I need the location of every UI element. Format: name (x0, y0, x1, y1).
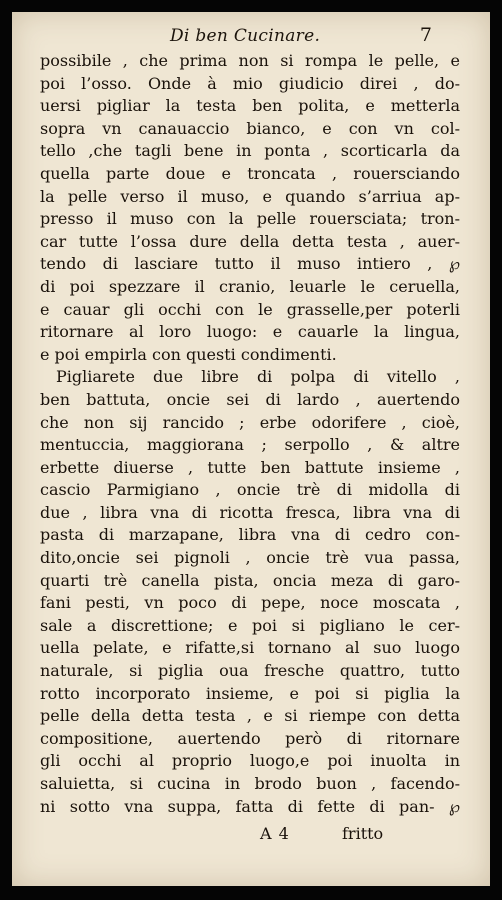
text-line: pasta di marzapane, libra vna di cedro con- (40, 525, 460, 545)
text-line: la pelle verso il muso, e quando s’arriua ap- (40, 186, 460, 206)
text-line: sale a discrettione; e poi si pigliano le cer- (40, 615, 460, 635)
text-line: e cauar gli occhi con le grasselle,per poterli (40, 299, 460, 319)
text-line: possibile , che prima non si rompa le pelle, e (40, 51, 460, 70)
text-line: quella parte doue e troncata , rouersciando (40, 163, 460, 183)
text-line: pelle della detta testa , e si riempe con detta (40, 706, 460, 726)
text-line: rotto incorporato insieme, e poi si piglia la (40, 683, 460, 703)
text-line: sopra vn canauaccio bianco, e con vn col- (40, 118, 460, 138)
text-line: ritornare al loro luogo: e cauarle la lingua, (40, 322, 460, 342)
text-line: ni sotto vna suppa, fatta di fette di pan- ℘ (40, 796, 460, 816)
page-number: 7 (419, 24, 432, 46)
text-line: tello ,che tagli bene in ponta , scorticarla da (40, 141, 460, 161)
text-line: gli occhi al proprio luogo,e poi inuolta in (40, 751, 460, 771)
book-page (12, 12, 490, 886)
signature-mark: A 4 (260, 824, 290, 843)
page-footer (12, 824, 490, 848)
text-line: poi l’osso. Onde à mio giudicio direi , do- (40, 73, 460, 93)
text-line: mentuccia, maggiorana ; serpollo , & altre (40, 435, 460, 455)
text-line: uersi pigliar la testa ben polita, e metterla (40, 96, 460, 116)
text-line: fani pesti, vn poco di pepe, noce moscata , (40, 593, 460, 613)
text-line: dito,oncie sei pignoli , oncie trè vua passa, (40, 548, 460, 568)
text-line: quarti trè canella pista, oncia meza di garo- (40, 570, 460, 590)
text-line: ben battuta, oncie sei di lardo , auertendo (40, 389, 460, 409)
text-line: due , libra vna di ricotta fresca, libra vna di (40, 502, 460, 522)
text-line: saluietta, si cucina in brodo buon , facendo- (40, 774, 460, 793)
text-line: compositione, auertendo però di ritornare (40, 728, 460, 748)
text-line: cascio Parmigiano , oncie trè di midolla di (40, 480, 460, 500)
text-line: naturale, si piglia oua fresche quattro, tutto (40, 661, 460, 681)
text-line: che non sij rancido ; erbe odorifere , cioè, (40, 412, 460, 432)
text-line: e poi empirla con questi condimenti. (40, 344, 337, 364)
text-line: car tutte l’ossa dure della detta testa , auer- (40, 231, 460, 251)
running-head: Di ben Cucinare. (170, 26, 321, 46)
text-line: Pigliarete due libre di polpa di vitello , (56, 367, 460, 387)
catchword: fritto (342, 824, 384, 843)
page-header (12, 26, 490, 52)
body-text (40, 50, 460, 818)
text-line: presso il muso con la pelle rouersciata; tron- (40, 209, 460, 229)
text-line: di poi spezzare il cranio, leuarle le ceruella, (40, 276, 460, 296)
text-line: erbette diuerse , tutte ben battute insieme , (40, 457, 460, 477)
text-line: uella pelate, e rifatte,si tornano al suo luogo (40, 638, 460, 658)
text-line: tendo di lasciare tutto il muso intiero , ℘ (40, 254, 460, 274)
